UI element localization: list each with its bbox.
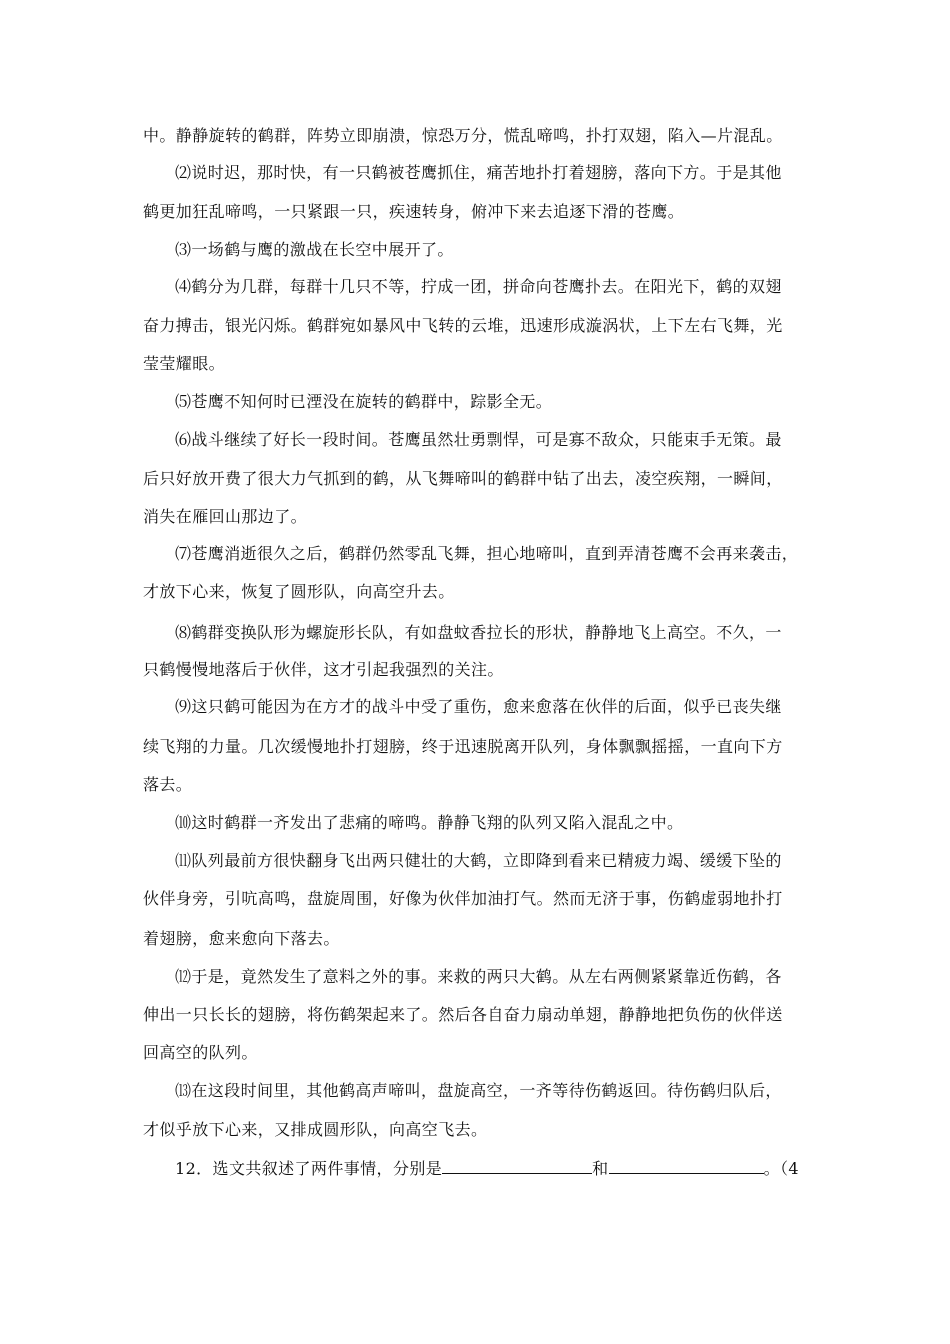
paragraph-5-line-1: ⑸苍鹰不知何时已湮没在旋转的鹤群中，踪影全无。 — [175, 392, 553, 411]
paragraph-6-line-1: ⑹战斗继续了好长一段时间。苍鹰虽然壮勇剽悍，可是寡不敌众，只能束手无策。最 — [175, 430, 782, 449]
text-line: 消失在雁回山那边了。 — [143, 507, 308, 526]
text-line: 伙伴身旁，引吭高鸣，盘旋周围，好像为伙伴加油打气。然而无济于事，伤鹤虚弱地扑打 — [143, 889, 783, 908]
paragraph-8-line-1: ⑻鹤群变换队形为螺旋形长队，有如盘蚊香拉长的形状，静静地飞上高空。不久，一 — [175, 623, 782, 642]
text-line: 才放下心来，恢复了圆形队，向高空升去。 — [143, 582, 455, 601]
question-12 — [175, 1157, 799, 1179]
text-line: 着翅膀，愈来愈向下落去。 — [143, 929, 340, 948]
question-suffix: 。（4 — [763, 1159, 799, 1178]
question-middle: 和 — [592, 1159, 609, 1178]
paragraph-2-line-1: ⑵说时迟，那时快，有一只鹤被苍鹰抓住，痛苦地扑打着翅膀，落向下方。于是其他 — [175, 163, 782, 182]
text-line: 奋力搏击，银光闪烁。鹤群宛如暴风中飞转的云堆，迅速形成漩涡状，上下左右飞舞，光 — [143, 316, 783, 335]
text-line: 只鹤慢慢地落后于伙伴，这才引起我强烈的关注。 — [143, 660, 504, 679]
text-line: 鹤更加狂乱啼鸣，一只紧跟一只，疾速转身，俯冲下来去追逐下滑的苍鹰。 — [143, 202, 685, 221]
paragraph-13-line-1: ⒀在这段时间里，其他鹤高声啼叫，盘旋高空，一齐等待伤鹤返回。待伤鹤归队后， — [175, 1081, 782, 1100]
answer-blank-2[interactable] — [609, 1157, 764, 1174]
text-line: 才似乎放下心来，又排成圆形队，向高空飞去。 — [143, 1120, 488, 1139]
paragraph-3-line-1: ⑶一场鹤与鹰的激战在长空中展开了。 — [175, 240, 454, 259]
text-line: 后只好放开费了很大力气抓到的鹤，从飞舞啼叫的鹤群中钻了出去，凌空疾翔，一瞬间， — [143, 469, 783, 488]
text-line: 落去。 — [143, 775, 193, 794]
paragraph-4-line-1: ⑷鹤分为几群，每群十几只不等，拧成一团，拼命向苍鹰扑去。在阳光下，鹤的双翅 — [175, 277, 782, 296]
paragraph-12-line-1: ⑿于是，竟然发生了意料之外的事。来救的两只大鹤。从左右两侧紧紧靠近伤鹤，各 — [175, 967, 782, 986]
question-prefix: 12．选文共叙述了两件事情，分别是 — [175, 1159, 443, 1178]
paragraph-11-line-1: ⑾队列最前方很快翻身飞出两只健壮的大鹤，立即降到看来已精疲力竭、缓缓下坠的 — [175, 851, 782, 870]
answer-blank-1[interactable] — [442, 1157, 592, 1174]
paragraph-9-line-1: ⑼这只鹤可能因为在方才的战斗中受了重伤，愈来愈落在伙伴的后面，似乎已丧失继 — [175, 697, 782, 716]
text-line: 中。静静旋转的鹤群，阵势立即崩溃，惊恐万分，慌乱啼鸣，扑打双翅，陷入—片混乱。 — [143, 126, 783, 145]
text-line: 续飞翔的力量。几次缓慢地扑打翅膀，终于迅速脱离开队列，身体飘飘摇摇，一直向下方 — [143, 737, 783, 756]
paragraph-10-line-1: ⑽这时鹤群一齐发出了悲痛的啼鸣。静静飞翔的队列又陷入混乱之中。 — [175, 813, 684, 832]
text-line: 回高空的队列。 — [143, 1043, 258, 1062]
text-line: 莹莹耀眼。 — [143, 354, 226, 373]
paragraph-7-line-1: ⑺苍鹰消逝很久之后，鹤群仍然零乱飞舞，担心地啼叫，直到弄清苍鹰不会再来袭击， — [175, 544, 799, 563]
text-line: 伸出一只长长的翅膀，将伤鹤架起来了。然后各自奋力扇动单翅，静静地把负伤的伙伴送 — [143, 1005, 783, 1024]
